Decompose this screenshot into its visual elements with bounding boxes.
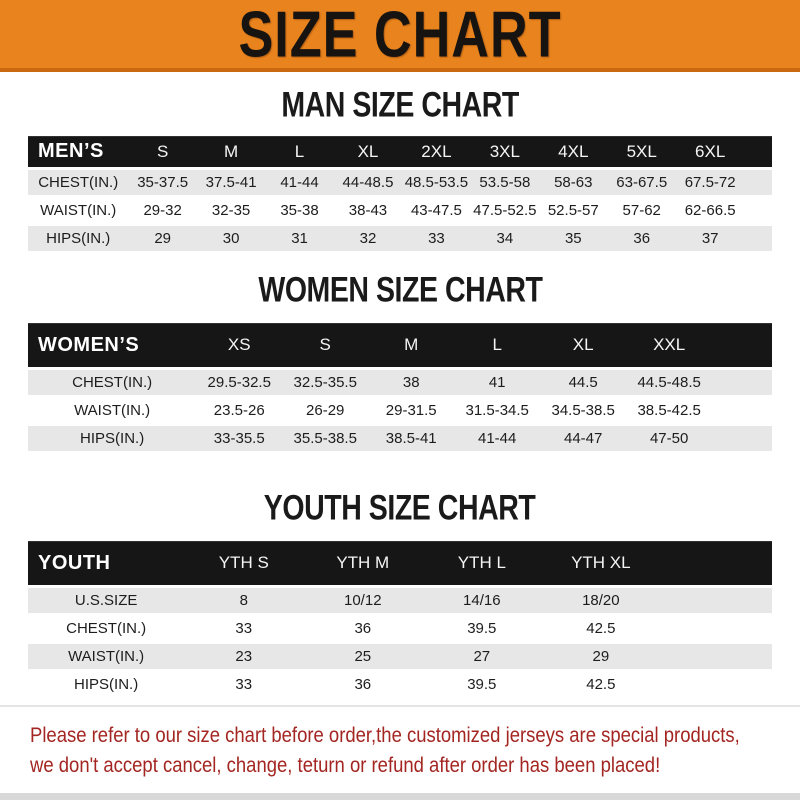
- women-column-header: L: [454, 323, 540, 367]
- table-cell: 42.5: [541, 616, 660, 641]
- table-cell: 38.5-41: [368, 426, 454, 451]
- table-cell: 41-44: [454, 426, 540, 451]
- table-cell: 36: [608, 226, 676, 251]
- table-cell: 30: [197, 226, 265, 251]
- men-header-row: [28, 136, 772, 167]
- table-cell: 52.5-57: [539, 198, 607, 223]
- table-cell: 62-66.5: [676, 198, 744, 223]
- table-cell: 26-29: [282, 398, 368, 423]
- table-cell: 8: [184, 588, 303, 613]
- table-row: [28, 672, 772, 697]
- youth-header-label: YOUTH: [28, 541, 184, 585]
- spacer-cell: [744, 226, 772, 251]
- youth-header-row: [28, 541, 772, 585]
- men-column-header: 4XL: [539, 136, 607, 167]
- men-column-header: 2XL: [402, 136, 470, 167]
- spacer-cell: [660, 644, 772, 669]
- table-row: [28, 170, 772, 195]
- table-row: [28, 398, 772, 423]
- table-cell: 44-47: [540, 426, 626, 451]
- youth-column-header: YTH L: [422, 541, 541, 585]
- row-label: HIPS(IN.): [28, 672, 184, 697]
- man-section-title: [0, 84, 800, 125]
- men-column-header: 5XL: [608, 136, 676, 167]
- spacer-cell: [744, 198, 772, 223]
- divider-line: [0, 705, 800, 707]
- table-cell: 41: [454, 370, 540, 395]
- table-cell: 42.5: [541, 672, 660, 697]
- table-cell: 44.5: [540, 370, 626, 395]
- table-cell: 63-67.5: [608, 170, 676, 195]
- table-row: [28, 644, 772, 669]
- footer-note: [30, 721, 800, 781]
- spacer-cell: [712, 323, 772, 367]
- youth-column-header: YTH M: [303, 541, 422, 585]
- table-cell: 32-35: [197, 198, 265, 223]
- men-column-header: XL: [334, 136, 402, 167]
- table-cell: 35-38: [265, 198, 333, 223]
- spacer-cell: [660, 616, 772, 641]
- women-column-header: XXL: [626, 323, 712, 367]
- table-row: [28, 588, 772, 613]
- table-cell: 18/20: [541, 588, 660, 613]
- men-column-header: M: [197, 136, 265, 167]
- table-cell: 47.5-52.5: [471, 198, 539, 223]
- spacer-cell: [712, 398, 772, 423]
- table-cell: 29.5-32.5: [196, 370, 282, 395]
- table-cell: 29-31.5: [368, 398, 454, 423]
- row-label: WAIST(IN.): [28, 644, 184, 669]
- table-cell: 32: [334, 226, 402, 251]
- table-cell: 67.5-72: [676, 170, 744, 195]
- row-label: HIPS(IN.): [28, 226, 128, 251]
- women-size-table: [28, 320, 772, 454]
- footer-line-2: we don't accept cancel, change, teturn or refund after order has been placed!: [30, 754, 661, 777]
- table-cell: 39.5: [422, 616, 541, 641]
- men-column-header: L: [265, 136, 333, 167]
- women-column-header: XS: [196, 323, 282, 367]
- table-cell: 35-37.5: [128, 170, 196, 195]
- men-header-label: MEN’S: [28, 136, 128, 167]
- table-cell: 34: [471, 226, 539, 251]
- women-header-label: WOMEN’S: [28, 323, 196, 367]
- table-cell: 25: [303, 644, 422, 669]
- spacer-cell: [744, 170, 772, 195]
- table-cell: 41-44: [265, 170, 333, 195]
- table-cell: 29: [541, 644, 660, 669]
- youth-section-title-text: YOUTH SIZE CHART: [264, 487, 536, 528]
- table-cell: 33: [402, 226, 470, 251]
- table-cell: 38: [368, 370, 454, 395]
- table-cell: 36: [303, 616, 422, 641]
- youth-section-title: [0, 487, 800, 528]
- women-column-header: S: [282, 323, 368, 367]
- table-cell: 31: [265, 226, 333, 251]
- table-cell: 58-63: [539, 170, 607, 195]
- bottom-strip: [0, 793, 800, 800]
- table-cell: 35: [539, 226, 607, 251]
- table-cell: 34.5-38.5: [540, 398, 626, 423]
- table-cell: 44-48.5: [334, 170, 402, 195]
- banner-title: SIZE CHART: [238, 0, 562, 71]
- table-cell: 44.5-48.5: [626, 370, 712, 395]
- row-label: CHEST(IN.): [28, 370, 196, 395]
- women-column-header: M: [368, 323, 454, 367]
- table-cell: 33: [184, 672, 303, 697]
- table-cell: 29-32: [128, 198, 196, 223]
- women-column-header: XL: [540, 323, 626, 367]
- table-cell: 14/16: [422, 588, 541, 613]
- table-cell: 31.5-34.5: [454, 398, 540, 423]
- youth-column-header: YTH XL: [541, 541, 660, 585]
- table-cell: 27: [422, 644, 541, 669]
- table-cell: 23.5-26: [196, 398, 282, 423]
- row-label: WAIST(IN.): [28, 198, 128, 223]
- spacer-cell: [660, 672, 772, 697]
- table-cell: 10/12: [303, 588, 422, 613]
- spacer-cell: [712, 426, 772, 451]
- spacer-cell: [744, 136, 772, 167]
- man-section-title-text: MAN SIZE CHART: [281, 84, 519, 125]
- row-label: U.S.SIZE: [28, 588, 184, 613]
- table-cell: 37.5-41: [197, 170, 265, 195]
- table-row: [28, 226, 772, 251]
- table-cell: 57-62: [608, 198, 676, 223]
- men-size-table: [28, 133, 772, 254]
- women-section-title-text: WOMEN SIZE CHART: [257, 269, 543, 310]
- spacer-cell: [660, 541, 772, 585]
- size-chart-banner: [0, 0, 800, 72]
- table-cell: 39.5: [422, 672, 541, 697]
- row-label: CHEST(IN.): [28, 616, 184, 641]
- table-cell: 33-35.5: [196, 426, 282, 451]
- row-label: HIPS(IN.): [28, 426, 196, 451]
- women-header-row: [28, 323, 772, 367]
- table-cell: 35.5-38.5: [282, 426, 368, 451]
- table-cell: 29: [128, 226, 196, 251]
- table-row: [28, 198, 772, 223]
- table-cell: 43-47.5: [402, 198, 470, 223]
- youth-column-header: YTH S: [184, 541, 303, 585]
- table-cell: 33: [184, 616, 303, 641]
- table-cell: 23: [184, 644, 303, 669]
- table-cell: 48.5-53.5: [402, 170, 470, 195]
- table-row: [28, 426, 772, 451]
- table-cell: 38-43: [334, 198, 402, 223]
- men-column-header: 6XL: [676, 136, 744, 167]
- table-cell: 38.5-42.5: [626, 398, 712, 423]
- table-row: [28, 370, 772, 395]
- women-section-title: [0, 269, 800, 310]
- men-column-header: 3XL: [471, 136, 539, 167]
- table-cell: 47-50: [626, 426, 712, 451]
- footer-line-1: Please refer to our size chart before order,the customized jerseys are special products,: [30, 724, 740, 747]
- table-cell: 36: [303, 672, 422, 697]
- table-cell: 53.5-58: [471, 170, 539, 195]
- table-row: [28, 616, 772, 641]
- youth-size-table: [28, 538, 772, 700]
- row-label: WAIST(IN.): [28, 398, 196, 423]
- table-cell: 37: [676, 226, 744, 251]
- table-cell: 32.5-35.5: [282, 370, 368, 395]
- men-column-header: S: [128, 136, 196, 167]
- spacer-cell: [712, 370, 772, 395]
- row-label: CHEST(IN.): [28, 170, 128, 195]
- spacer-cell: [660, 588, 772, 613]
